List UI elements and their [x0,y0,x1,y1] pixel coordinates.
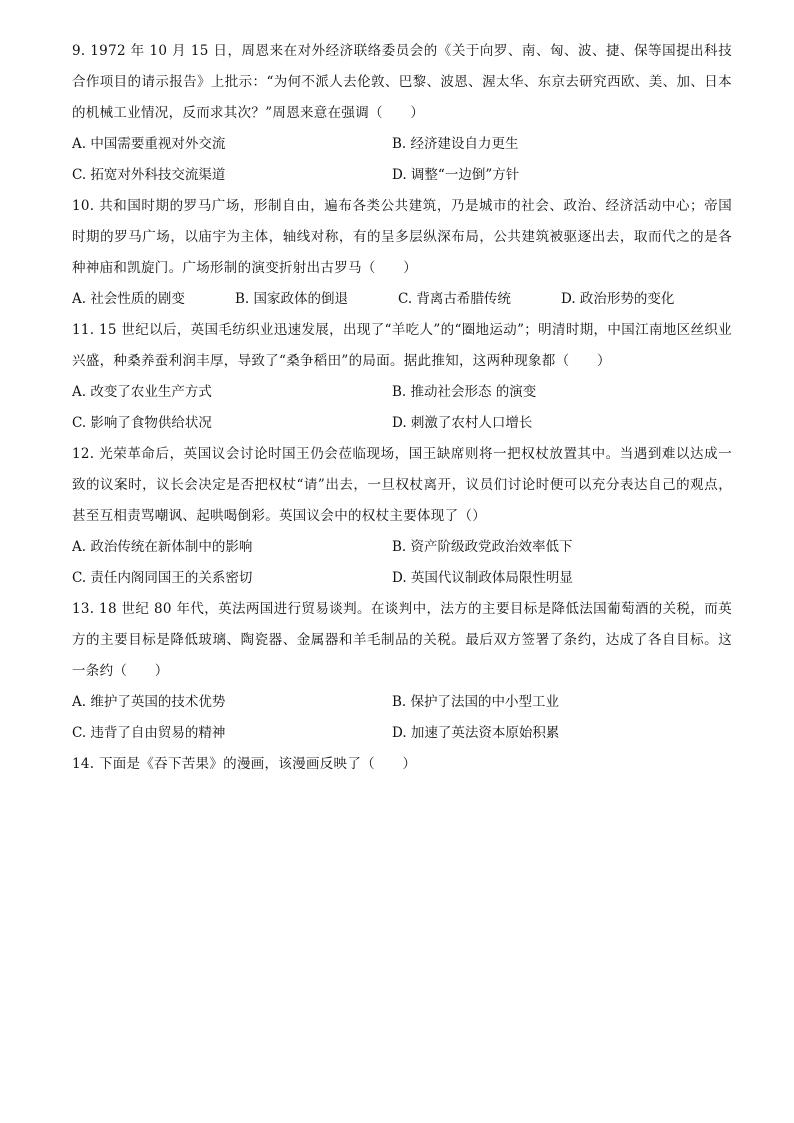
question-13 [72,594,732,749]
option-c[interactable]: C. 违背了自由贸易的精神 [72,725,226,741]
option-c[interactable]: C. 拓宽对外科技交流渠道 [72,167,226,183]
exam-page [72,36,732,780]
option-c[interactable]: C. 责任内阁同国王的关系密切 [72,570,253,586]
question-10 [72,191,732,315]
option-list [72,687,732,749]
option-d[interactable]: D. 加速了英法资本原始积累 [392,725,560,741]
option-list [72,377,732,439]
option-c[interactable]: C. 背离古希腊传统 [398,291,511,307]
question-14 [72,749,732,780]
option-b[interactable]: B. 保护了法国的中小型工业 [392,694,560,710]
option-b[interactable]: B. 资产阶级政党政治效率低下 [392,539,573,555]
question-stem: 12. 光荣革命后，英国议会讨论时国王仍会莅临现场，国王缺席则将一把权杖放置其中。当遇到难以达成一致的议案时，议长会决定是否把权杖“请”出去，一旦权杖离开，议员们讨论时便可以充分表达自己的观点，甚至互相责骂嘲讽、起哄喝倒彩。英国议会中的权杖主要体现了（） [72,446,732,524]
option-b[interactable]: B. 推动社会形态 的演变 [392,384,537,400]
option-c[interactable]: C. 影响了食物供给状况 [72,415,212,431]
option-a[interactable]: A. 维护了英国的技术优势 [72,694,226,710]
question-stem: 13. 18 世纪 80 年代，英法两国进行贸易谈判。在谈判中，法方的主要目标是降低法国葡萄酒的关税，而英方的主要目标是降低玻璃、陶瓷器、金属器和羊毛制品的关税。最后双方签署了条约，达成了各自目标。这一条约（ ） [72,601,732,679]
option-d[interactable]: D. 政治形势的变化 [561,291,675,307]
option-d[interactable]: D. 刺激了农村人口增长 [392,415,533,431]
option-b[interactable]: B. 经济建设自力更生 [392,136,519,152]
option-a[interactable]: A. 社会性质的剧变 [72,291,185,307]
option-list [72,129,732,191]
question-stem: 14. 下面是《吞下苦果》的漫画，该漫画反映了（ ） [72,756,417,772]
option-a[interactable]: A. 政治传统在新体制中的影响 [72,539,253,555]
question-9 [72,36,732,191]
option-d[interactable]: D. 调整“一边倒”方针 [392,167,520,183]
question-stem: 9. 1972 年 10 月 15 日，周恩来在对外经济联络委员会的《关于向罗、南、匈、波、捷、保等国提出科技合作项目的请示报告》上批示：“为何不派人去伦敦、巴黎、波恩、渥太华、东京去研究西欧、美、加、日本的机械工业情况，反而求其次？”周恩来意在强调（ ） [72,43,732,121]
option-d[interactable]: D. 英国代议制政体局限性明显 [392,570,573,586]
question-11 [72,315,732,439]
option-b[interactable]: B. 国家政体的倒退 [235,291,349,307]
question-stem: 10. 共和国时期的罗马广场，形制自由，遍布各类公共建筑，乃是城市的社会、政治、经济活动中心；帝国时期的罗马广场，以庙宇为主体，轴线对称，有的呈多层纵深布局，公共建筑被驱逐出去，取而代之的是各种神庙和凯旋门。广场形制的演变折射出古罗马（ ） [72,198,732,276]
question-stem: 11. 15 世纪以后，英国毛纺织业迅速发展，出现了“羊吃人”的“圈地运动”；明清时期，中国江南地区丝织业兴盛，种桑养蚕利润丰厚，导致了“桑争稻田”的局面。据此推知，这两种现象都（ ） [72,322,732,369]
option-a[interactable]: A. 中国需要重视对外交流 [72,136,226,152]
option-list [72,284,732,315]
option-list [72,532,732,594]
option-a[interactable]: A. 改变了农业生产方式 [72,384,212,400]
question-12 [72,439,732,594]
